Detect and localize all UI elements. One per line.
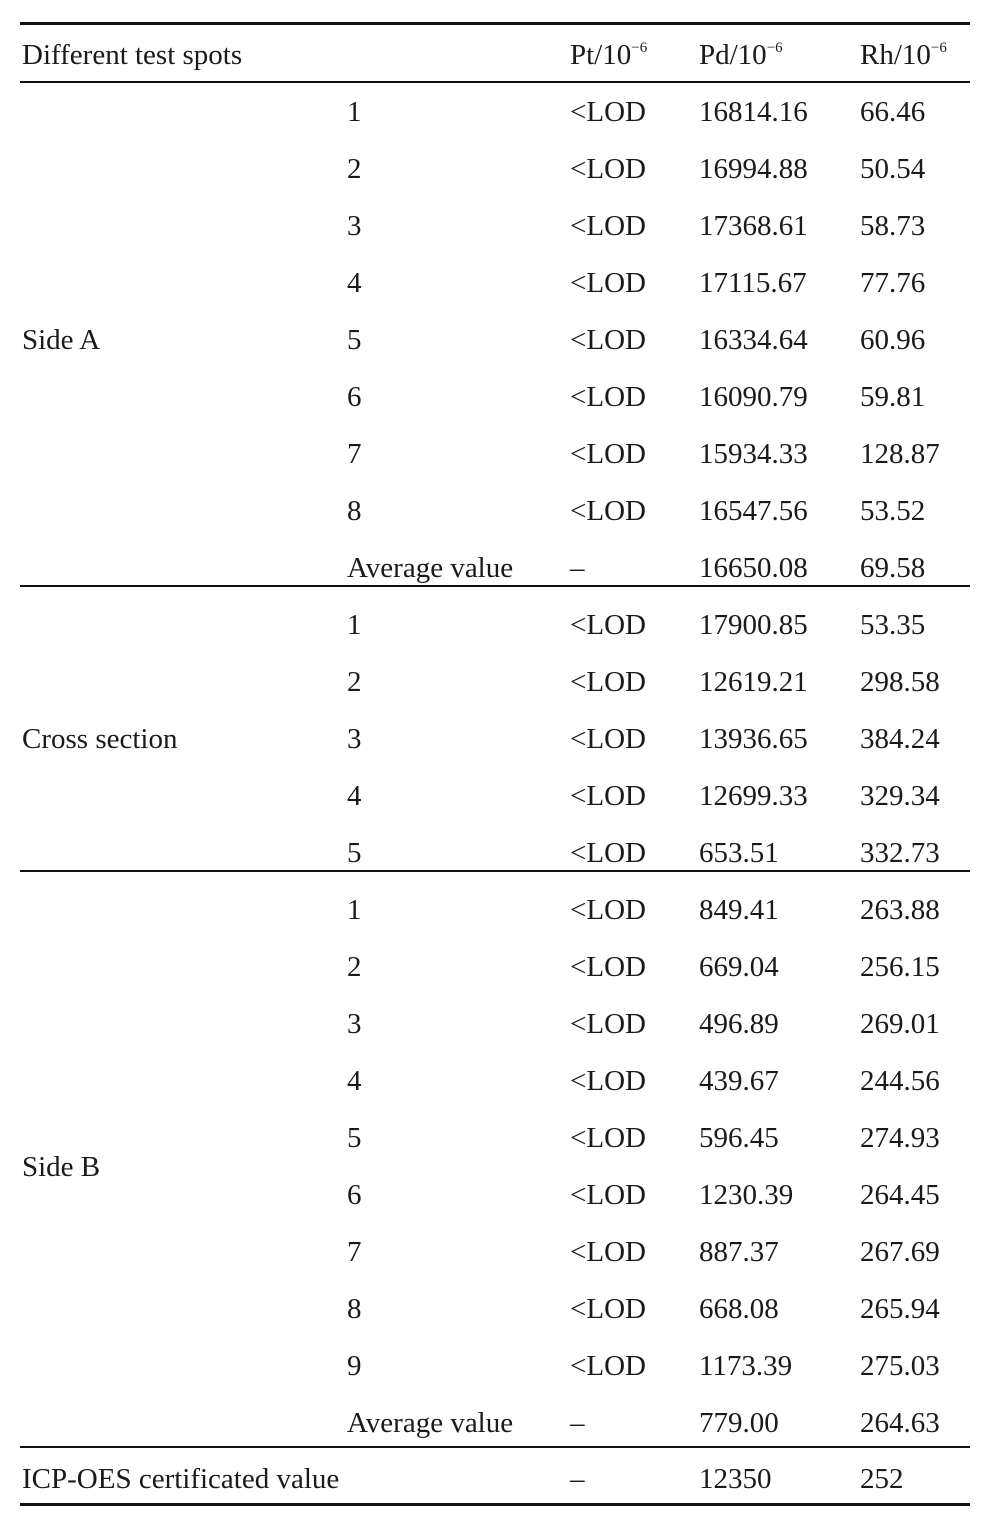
cell-pd: 779.00 (699, 1407, 779, 1439)
cell-pd: 16994.88 (699, 153, 808, 185)
cell-spot: 1 (347, 894, 362, 926)
cell-pd: 1230.39 (699, 1179, 794, 1211)
cell-pt: <LOD (570, 210, 646, 242)
cell-pt: <LOD (570, 381, 646, 413)
cell-pt: <LOD (570, 951, 646, 983)
cell-rh: 60.96 (860, 324, 926, 356)
cell-pt: <LOD (570, 609, 646, 641)
cell-pt: <LOD (570, 723, 646, 755)
cell-spot: 8 (347, 1293, 362, 1325)
cell-pd: 887.37 (699, 1236, 779, 1268)
cell-pt: <LOD (570, 267, 646, 299)
cell-rh: 265.94 (860, 1293, 940, 1325)
cell-spot: 1 (347, 609, 362, 641)
cell-pt: <LOD (570, 438, 646, 470)
cell-pt: <LOD (570, 780, 646, 812)
cell-pd: 668.08 (699, 1293, 779, 1325)
footer-rule (20, 1446, 970, 1448)
cell-pd: 13936.65 (699, 723, 808, 755)
cell-spot: 7 (347, 438, 362, 470)
group-label: Side B (22, 1150, 101, 1183)
cell-rh: 275.03 (860, 1350, 940, 1382)
cell-rh: 66.46 (860, 96, 926, 128)
cell-rh: 267.69 (860, 1236, 940, 1268)
cell-spot: 3 (347, 210, 362, 242)
top-rule (20, 22, 970, 25)
cell-spot: 5 (347, 1122, 362, 1154)
cell-spot: 8 (347, 495, 362, 527)
cell-spot: 6 (347, 1179, 362, 1211)
cell-spot: 3 (347, 723, 362, 755)
cell-spot: Average value (347, 552, 514, 584)
cell-spot: 6 (347, 381, 362, 413)
cell-pd: 15934.33 (699, 438, 808, 470)
cell-pd: 849.41 (699, 894, 779, 926)
group-label: Cross section (22, 723, 178, 755)
cell-pd: 16814.16 (699, 96, 808, 128)
cell-pt: <LOD (570, 1122, 646, 1154)
cell-pd: 17115.67 (699, 267, 807, 299)
cell-rh: 77.76 (860, 267, 926, 299)
cell-rh: 263.88 (860, 894, 940, 926)
cell-pt: <LOD (570, 96, 646, 128)
cell-rh: 50.54 (860, 153, 926, 185)
cell-rh: 128.87 (860, 438, 940, 470)
footer-pd: 12350 (699, 1463, 772, 1495)
cell-spot: 4 (347, 267, 362, 299)
footer-label: ICP-OES certificated value (22, 1463, 340, 1495)
group-separator (20, 585, 970, 587)
cell-pt: – (570, 552, 585, 584)
cell-pt: <LOD (570, 1350, 646, 1382)
cell-spot: 4 (347, 1065, 362, 1097)
cell-spot: 5 (347, 324, 362, 356)
cell-rh: 269.01 (860, 1008, 940, 1040)
cell-pt: <LOD (570, 666, 646, 698)
cell-pd: 17368.61 (699, 210, 808, 242)
cell-pd: 16650.08 (699, 552, 808, 584)
cell-spot: 3 (347, 1008, 362, 1040)
cell-pt: <LOD (570, 495, 646, 527)
cell-pd: 16090.79 (699, 381, 808, 413)
cell-pd: 16547.56 (699, 495, 808, 527)
cell-rh: 298.58 (860, 666, 940, 698)
cell-pd: 12619.21 (699, 666, 808, 698)
cell-rh: 53.52 (860, 495, 926, 527)
group-separator (20, 870, 970, 872)
cell-pd: 12699.33 (699, 780, 808, 812)
cell-pt: <LOD (570, 837, 646, 869)
cell-spot: 4 (347, 780, 362, 812)
cell-pt: <LOD (570, 1293, 646, 1325)
cell-rh: 384.24 (860, 723, 940, 755)
cell-pt: – (570, 1407, 585, 1439)
cell-pd: 17900.85 (699, 609, 808, 641)
cell-rh: 69.58 (860, 552, 926, 584)
cell-spot: 2 (347, 951, 362, 983)
cell-rh: 53.35 (860, 609, 926, 641)
header-test-spots: Different test spots (22, 39, 243, 71)
cell-rh: 244.56 (860, 1065, 940, 1097)
cell-pd: 653.51 (699, 837, 779, 869)
cell-pd: 669.04 (699, 951, 779, 983)
group-label: Side A (22, 324, 101, 356)
cell-rh: 264.45 (860, 1179, 940, 1211)
cell-rh: 58.73 (860, 210, 926, 242)
cell-pd: 1173.39 (699, 1350, 793, 1382)
cell-spot: 7 (347, 1236, 362, 1268)
cell-spot: Average value (347, 1407, 514, 1439)
cell-rh: 59.81 (860, 381, 926, 413)
cell-pd: 16334.64 (699, 324, 808, 356)
bottom-rule (20, 1503, 970, 1506)
cell-spot: 9 (347, 1350, 362, 1382)
cell-pt: <LOD (570, 1236, 646, 1268)
cell-pt: <LOD (570, 153, 646, 185)
cell-spot: 2 (347, 666, 362, 698)
cell-rh: 264.63 (860, 1407, 940, 1439)
footer-rh: 252 (860, 1463, 904, 1495)
header-pd: $Pd/10^{-6}$ (699, 39, 783, 71)
cell-rh: 329.34 (860, 780, 940, 812)
header-rh: $Rh/10^{-6}$ (860, 39, 947, 71)
cell-pt: <LOD (570, 1065, 646, 1097)
cell-pd: 496.89 (699, 1008, 779, 1040)
cell-pt: <LOD (570, 1179, 646, 1211)
cell-rh: 274.93 (860, 1122, 940, 1154)
cell-pt: <LOD (570, 324, 646, 356)
cell-pt: <LOD (570, 1008, 646, 1040)
cell-rh: 256.15 (860, 951, 940, 983)
header-rule (20, 81, 970, 83)
header-pt: $Pt/10^{-6}$ (570, 39, 648, 71)
cell-pd: 596.45 (699, 1122, 779, 1154)
cell-pd: 439.67 (699, 1065, 779, 1097)
footer-pt: – (570, 1463, 585, 1495)
cell-spot: 2 (347, 153, 362, 185)
cell-spot: 1 (347, 96, 362, 128)
cell-rh: 332.73 (860, 837, 940, 869)
cell-spot: 5 (347, 837, 362, 869)
cell-pt: <LOD (570, 894, 646, 926)
